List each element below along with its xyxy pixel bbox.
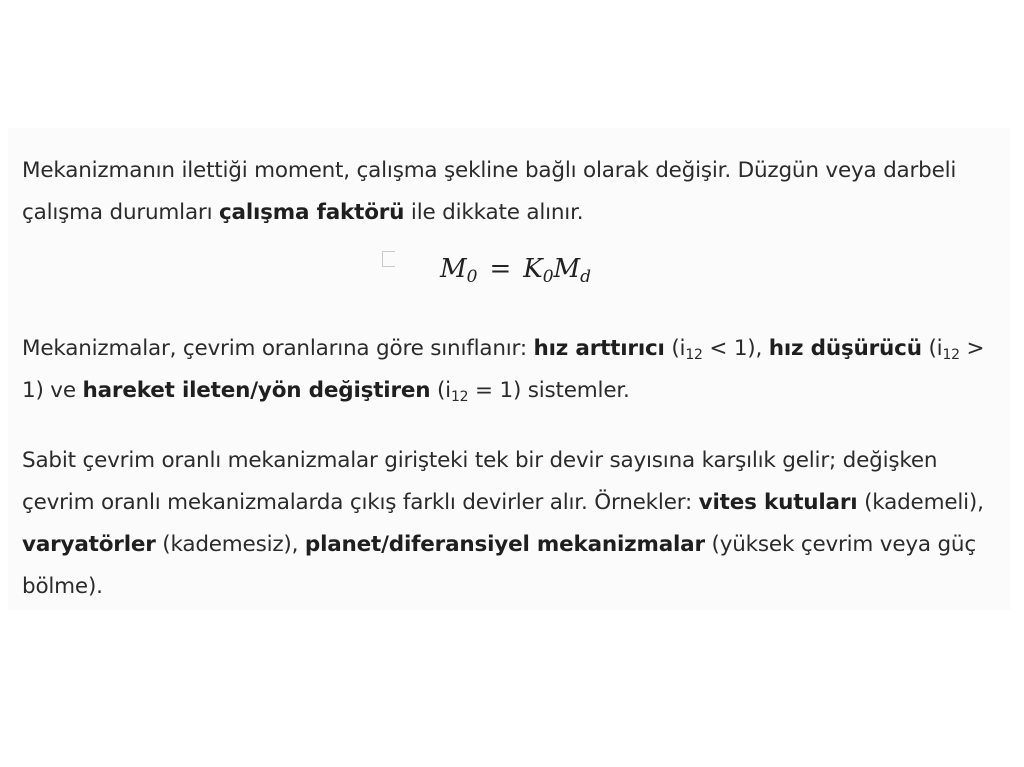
paragraph-moment-text: Mekanizmanın ilettiği moment, çalışma şekline bağlı olarak değişir. Düzgün veya darbeli çalışma durumları	[22, 158, 957, 225]
term-hiz-arttirici: hız arttırıcı	[533, 336, 665, 361]
paragraph-classification-text: Mekanizmalar, çevrim oranlarına göre sınıflanır:	[22, 336, 534, 361]
image-placeholder-icon	[382, 251, 395, 267]
condition-a-close: < 1),	[702, 336, 769, 361]
condition-b-subscript: 12	[942, 347, 960, 363]
term-hareket-ileten: hareket ileten/yön değiştiren	[82, 378, 431, 403]
condition-a-open: (i	[664, 336, 686, 361]
paragraph-classification	[22, 328, 1012, 412]
condition-c-open: (i	[430, 378, 451, 403]
paragraph-examples-text: Sabit çevrim oranlı mekanizmalar girişteki tek bir devir sayısına karşılık gelir; değişken çevrim oranlı mekanizmalarda çıkış farklı devirler alır. Örnekler:	[22, 448, 938, 515]
formula-k0: $K_0$	[523, 254, 554, 287]
moment-formula	[440, 254, 592, 287]
term-planet-diferansiyel: planet/diferansiyel mekanizmalar	[304, 532, 705, 557]
paragraph-examples-text-4: (yüksek çevrim veya güç bölme).	[22, 532, 976, 599]
paragraph-examples-text-2: (kademeli),	[857, 490, 984, 515]
formula-m0: $M_0$	[440, 254, 478, 287]
term-calisma-faktoru: çalışma faktörü	[218, 200, 405, 225]
term-varyatorler: varyatörler	[22, 532, 156, 557]
formula-md: $M_d$	[553, 254, 592, 287]
condition-b-open: (i	[921, 336, 943, 361]
term-vites-kutulari: vites kutuları	[698, 490, 858, 515]
paragraph-examples	[22, 440, 1012, 608]
condition-c-close: = 1) sistemler.	[468, 378, 630, 403]
condition-b-close: > 1) ve	[22, 336, 985, 403]
paragraph-moment-text-end: ile dikkate alınır.	[404, 200, 584, 225]
paragraph-moment	[22, 150, 1012, 234]
condition-a-subscript: 12	[685, 347, 703, 363]
condition-c-subscript: 12	[450, 389, 469, 405]
paragraph-examples-text-3: (kademesiz),	[155, 532, 305, 557]
term-hiz-dusurucu: hız düşürücü	[768, 336, 922, 361]
formula-equals: =	[489, 254, 512, 284]
